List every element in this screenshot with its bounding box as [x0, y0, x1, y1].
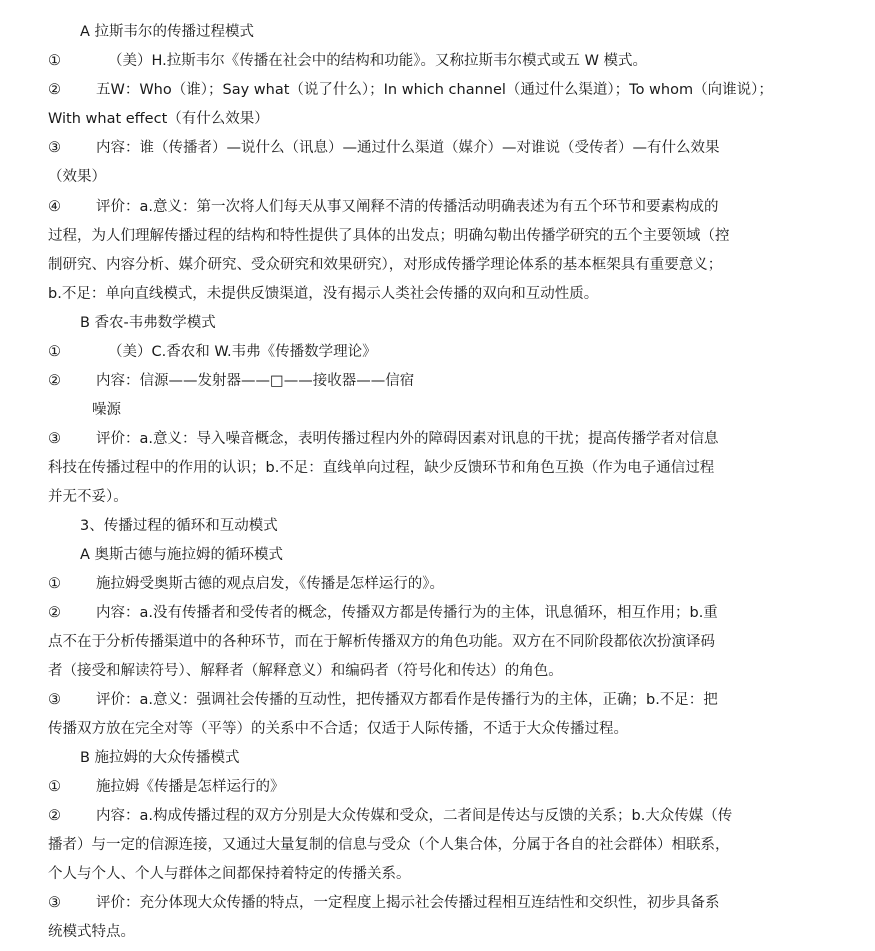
- chapter-heading: 3、传播过程的循环和互动模式: [80, 518, 278, 534]
- item-continuation: 统模式特点。: [48, 924, 135, 940]
- item-text: 评价：a.意义：导入噪音概念，表明传播过程内外的障碍因素对讯息的干扰；提高传播学者对信息: [96, 431, 719, 447]
- item-number: ①: [48, 344, 61, 360]
- item-number: ③: [48, 692, 61, 708]
- item-continuation: 制研究、内容分析、媒介研究、受众研究和效果研究），对形成传播学理论体系的基本框架具有重要意义；: [48, 257, 723, 273]
- item-continuation: 并无不妥）。: [48, 489, 128, 505]
- item-text: （美）H.拉斯韦尔《传播在社会中的结构和功能》。又称拉斯韦尔模式或五 W 模式。: [108, 53, 648, 69]
- list-item: [48, 690, 718, 710]
- list-item: [48, 80, 773, 100]
- item-continuation: 播者）与一定的信源连接，又通过大量复制的信息与受众（个人集合体，分属于各自的社会群体）相联系，: [48, 837, 730, 853]
- list-item: [48, 777, 285, 797]
- list-item: [48, 806, 732, 826]
- item-number: ④: [48, 199, 61, 215]
- item-continuation: With what effect（有什么效果）: [48, 111, 269, 127]
- section-heading: A 拉斯韦尔的传播过程模式: [80, 24, 255, 40]
- list-item: [48, 342, 377, 362]
- item-text: （美）C.香农和 W.韦弗《传播数学理论》: [108, 344, 377, 360]
- item-number: ②: [48, 605, 61, 621]
- item-number: ②: [48, 808, 61, 824]
- section-heading: A 奥斯古德与施拉姆的循环模式: [80, 547, 284, 563]
- list-item: [48, 197, 719, 217]
- item-continuation: b.不足：单向直线模式，未提供反馈渠道，没有揭示人类社会传播的双向和互动性质。: [48, 286, 599, 302]
- item-continuation: 科技在传播过程中的作用的认识；b.不足：直线单向过程，缺少反馈环节和角色互换（作为电子通信过程: [48, 460, 715, 476]
- item-text: 施拉姆《传播是怎样运行的》: [96, 779, 285, 795]
- list-item: [48, 51, 647, 71]
- section-heading: B 香农-韦弗数学模式: [80, 315, 216, 331]
- item-continuation: 点不在于分析传播渠道中的各种环节，而在于解析传播双方的角色功能。双方在不同阶段都依次扮演译码: [48, 634, 715, 650]
- list-item: [48, 371, 414, 391]
- item-number: ③: [48, 895, 61, 911]
- item-continuation: 个人与个人、个人与群体之间都保持着特定的传播关系。: [48, 866, 411, 882]
- item-number: ①: [48, 53, 61, 69]
- item-number: ①: [48, 576, 61, 592]
- list-item: [48, 138, 720, 158]
- list-item: [48, 429, 719, 449]
- item-continuation: （效果）: [48, 169, 106, 185]
- noise-source-label: 噪源: [92, 402, 121, 418]
- item-text: 内容：a.构成传播过程的双方分别是大众传媒和受众，二者间是传达与反馈的关系；b.大众传媒（传: [96, 808, 733, 824]
- item-continuation: 传播双方放在完全对等（平等）的关系中不合适；仅适于人际传播，不适于大众传播过程。: [48, 721, 628, 737]
- item-text: 评价：a.意义：第一次将人们每天从事又阐释不清的传播活动明确表述为有五个环节和要素构成的: [96, 199, 719, 215]
- item-number: ②: [48, 82, 61, 98]
- item-number: ③: [48, 140, 61, 156]
- item-text: 五W：Who（谁）；Say what（说了什么）；In which channel（通过什么渠道）；To whom（向谁说）；: [96, 82, 773, 98]
- item-text: 内容：谁（传播者）—说什么（讯息）—通过什么渠道（媒介）—对谁说（受传者）—有什么效果: [96, 140, 720, 156]
- item-text: 评价：充分体现大众传播的特点，一定程度上揭示社会传播过程相互连结性和交织性，初步具备系: [96, 895, 720, 911]
- item-text: 内容：a.没有传播者和受传者的概念，传播双方都是传播行为的主体，讯息循环，相互作用；b.重: [96, 605, 718, 621]
- section-heading: B 施拉姆的大众传播模式: [80, 750, 240, 766]
- list-item: [48, 893, 720, 913]
- list-item: [48, 603, 718, 623]
- item-number: ③: [48, 431, 61, 447]
- item-number: ①: [48, 779, 61, 795]
- item-number: ②: [48, 373, 61, 389]
- item-continuation: 者（接受和解读符号）、解释者（解释意义）和编码者（符号化和传达）的角色。: [48, 663, 563, 679]
- item-continuation: 过程，为人们理解传播过程的结构和特性提供了具体的出发点；明确勾勒出传播学研究的五个主要领域（控: [48, 228, 730, 244]
- item-text: 评价：a.意义：强调社会传播的互动性，把传播双方都看作是传播行为的主体，正确；b.不足：把: [96, 692, 718, 708]
- list-item: [48, 574, 444, 594]
- item-text: 内容：信源——发射器——□——接收器——信宿: [96, 373, 415, 389]
- item-text: 施拉姆受奥斯古德的观点启发，《传播是怎样运行的》。: [96, 576, 444, 592]
